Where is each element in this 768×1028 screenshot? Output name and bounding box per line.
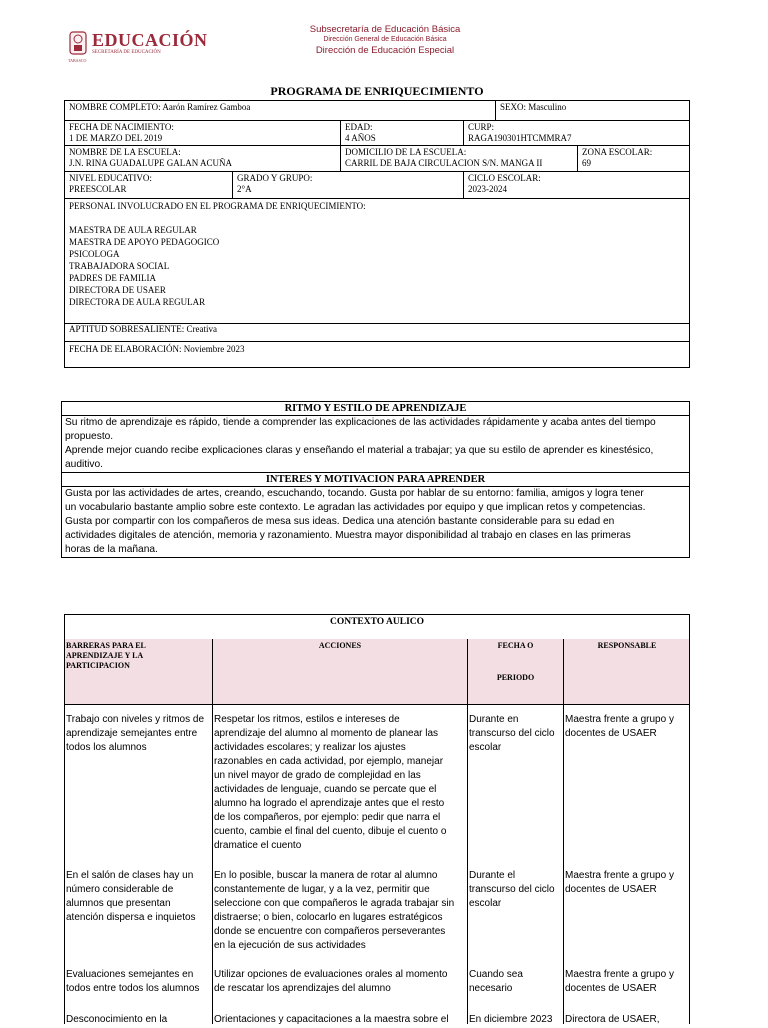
cell-line: aprendizaje del alumno al momento de planear las (214, 728, 439, 739)
cell-line: de los compañeros, por ejemplo: pedir que narra el (214, 812, 441, 823)
domicilio-cell (340, 145, 578, 172)
ritmo-text (62, 416, 689, 472)
cell-line: En el salón de clases hay un (66, 870, 194, 881)
nivel-cell (64, 171, 233, 199)
cell-line: Maestra frente a grupo y (565, 714, 674, 725)
personal-item: TRABAJADORA SOCIAL (69, 261, 170, 271)
logo-text: EDUCACIÓN (92, 30, 208, 50)
cell-line: de rescatar los aprendizajes del alumno (214, 983, 391, 994)
logo-state: TABASCO (68, 58, 87, 63)
cell-line: escolar (469, 898, 502, 909)
cell-line: Desconocimiento en la (66, 1014, 168, 1025)
cell-line: Durante en (469, 714, 519, 725)
cell-line: actividades escolares; y realizar los ajustes (214, 742, 406, 753)
cell-line: Orientaciones y capacitaciones a la maestra sobre el (214, 1014, 449, 1025)
domicilio-label: DOMICILIO DE LA ESCUELA: (345, 147, 467, 157)
sexo-cell (495, 100, 690, 121)
table-row-2-responsable (563, 868, 693, 898)
table-row-4-responsable (563, 1012, 693, 1028)
zona-cell (577, 145, 690, 172)
edad-value: 4 AÑOS (345, 133, 376, 143)
ciclo-value: 2023-2024 (468, 184, 507, 194)
cell-line: En lo posible, buscar la manera de rotar al alumno (214, 870, 438, 881)
fecha-nacimiento-value: 1 DE MARZO DEL 2019 (69, 133, 163, 143)
cell-line: donde se encuentre con compañeros perseverantes (214, 926, 446, 937)
curp-cell (463, 120, 690, 146)
table-row-1-acciones (212, 712, 471, 854)
table-row-4-barrera (64, 1012, 216, 1028)
cell-line: Durante el (469, 870, 516, 881)
cell-line: transcurso del ciclo (469, 728, 555, 739)
interes-line: Gusta por las actividades de artes, creando, escuchando, tocando. Gusta por hablar de su entorno: familia, amigos y logra tener (65, 488, 644, 499)
cell-line: docentes de USAER (565, 983, 657, 994)
ciclo-label: CICLO ESCOLAR: (468, 173, 541, 183)
personal-cell (64, 198, 690, 324)
table-row-4-fecha (467, 1012, 567, 1028)
aptitud-text: APTITUD SOBRESALIENTE: Creativa (69, 324, 217, 334)
cell-line: Respetar los ritmos, estilos e intereses de (214, 714, 400, 725)
col-barreras-line: BARRERAS PARA EL (66, 641, 146, 650)
table-row-1-responsable (563, 712, 693, 742)
edad-label: EDAD: (345, 122, 373, 132)
col-barreras-header (65, 639, 213, 704)
domicilio-value: CARRIL DE BAJA CIRCULACION S/N. MANGA II (345, 158, 543, 168)
cell-line: necesario (469, 983, 513, 994)
table-row-3-acciones (212, 967, 471, 997)
table-row-2-acciones (212, 868, 471, 954)
personal-item: MAESTRA DE AULA REGULAR (69, 225, 197, 235)
cell-line: todos los alumnos (66, 742, 147, 753)
ritmo-line: Su ritmo de aprendizaje es rápido, tiende a comprender las explicaciones de las actividades rápidamente y acaba antes del tiempo (65, 417, 656, 428)
cell-line: cuento, cambie el final del cuento, dibuje el cuento o (214, 826, 447, 837)
cell-line: razonables en cada actividad, por ejemplo, manejar (214, 756, 444, 767)
fecha-elaboracion-cell (64, 341, 690, 368)
cell-line: número considerable de (66, 884, 174, 895)
escuela-value: J.N. RINA GUADALUPE GALAN ACUÑA (69, 158, 233, 168)
interes-line: Gusta por compartir con los compañeros de mesa sus ideas. Dedica una atención bastante considerable para su edad en (65, 516, 615, 527)
ritmo-line: auditivo. (65, 459, 103, 470)
personal-item: MAESTRA DE APOYO PEDAGOGICO (69, 237, 220, 247)
cell-line: escolar (469, 742, 502, 753)
cell-line: en la ejecución de sus actividades (214, 940, 366, 951)
ritmo-line: Aprende mejor cuando recibe explicaciones claras y enseñando el material a trabajar; ya que su estilo de aprender es kinestésico, (65, 445, 654, 456)
cell-line: atención dispersa e inquietos (66, 912, 196, 923)
col-fecha-header (468, 639, 564, 704)
edad-cell (340, 120, 464, 146)
logo-subtext: SECRETARÍA DE EDUCACIÓN (92, 50, 161, 55)
cell-line: Trabajo con niveles y ritmos de (66, 714, 205, 725)
curp-label: CURP: (468, 122, 495, 132)
seal-icon (68, 28, 88, 58)
escuela-cell (64, 145, 341, 172)
table-row-1-fecha (467, 712, 567, 756)
contexto-heading: CONTEXTO AULICO (64, 614, 690, 640)
table-row-2-barrera (64, 868, 216, 926)
nombre-cell (64, 100, 496, 121)
header-line-3: Dirección de Educación Especial (315, 45, 455, 56)
nombre-text: NOMBRE COMPLETO: Aarón Ramírez Gamboa (69, 102, 251, 112)
zona-value: 69 (582, 158, 591, 168)
cell-line: alumno ha logrado el aprendizaje antes que el resto (214, 798, 445, 809)
col-acciones-header: ACCIONES (213, 639, 468, 704)
interes-line: horas de la mañana. (65, 544, 158, 555)
cell-line: actividades de lenguaje, cuando se percate que el (214, 784, 437, 795)
table-row-3-responsable (563, 967, 693, 997)
personal-item: PSICOLOGA (69, 249, 120, 259)
contexto-header-row (64, 639, 690, 705)
grado-cell (232, 171, 464, 199)
table-row-1-barrera (64, 712, 216, 756)
table-row-4-acciones (212, 1012, 471, 1028)
col-fecha-line-1: FECHA O (497, 641, 534, 650)
cell-line: Cuando sea (469, 969, 523, 980)
cell-line: distraerse; o bien, colocarlo en lugares estratégicos (214, 912, 443, 923)
fecha-elaboracion-text: FECHA DE ELABORACIÓN: Noviembre 2023 (69, 344, 245, 354)
ciclo-cell (463, 171, 690, 199)
col-responsable-header: RESPONSABLE (597, 641, 657, 650)
grado-value: 2°A (237, 184, 252, 194)
document-title: PROGRAMA DE ENRIQUECIMIENTO (270, 84, 484, 98)
cell-line: Maestra frente a grupo y (565, 870, 674, 881)
interes-text (62, 487, 689, 557)
interes-line: un vocabulario bastante amplio sobre este contexto. Le agradan las actividades por equipo y que implican retos y competencias. (65, 502, 646, 513)
cell-line: En diciembre 2023 (469, 1014, 553, 1025)
grado-label: GRADO Y GRUPO: (237, 173, 313, 183)
cell-line: Utilizar opciones de evaluaciones orales al momento (214, 969, 448, 980)
table-row-3-fecha (467, 967, 567, 997)
cell-line: docentes de USAER (565, 728, 657, 739)
header-line-2: Dirección General de Educación Básica (323, 36, 447, 43)
nivel-label: NIVEL EDUCATIVO: (69, 173, 152, 183)
education-logo (68, 26, 208, 63)
cell-line: docentes de USAER (565, 884, 657, 895)
ritmo-line: propuesto. (65, 431, 114, 442)
personal-item: DIRECTORA DE USAER (69, 285, 166, 295)
personal-item: PADRES DE FAMILIA (69, 273, 157, 283)
interes-line: actividades digitales de atención, memoria y razonamiento. Muestra mayor disponibilidad al trabajo en clases en las primeras (65, 530, 631, 541)
cell-line: aprendizaje semejantes entre (66, 728, 198, 739)
table-row-2-fecha (467, 868, 567, 912)
table-row-3-barrera (64, 967, 216, 997)
cell-line: transcurso del ciclo (469, 884, 555, 895)
col-barreras-line: PARTICIPACION (66, 661, 130, 670)
cell-line: Evaluaciones semejantes en (66, 969, 194, 980)
header-line-1: Subsecretaría de Educación Básica (309, 24, 461, 35)
cell-line: alumnos que presentan (66, 898, 171, 909)
zona-label: ZONA ESCOLAR: (582, 147, 653, 157)
nivel-value: PREESCOLAR (69, 184, 127, 194)
fecha-nacimiento-cell (64, 120, 341, 146)
aptitud-cell (64, 323, 690, 342)
cell-line: Directora de USAER, (565, 1014, 660, 1025)
cell-line: constantemente de lugar, y a la vez, permitir que (214, 884, 430, 895)
curp-value: RAGA190301HTCMMRA7 (468, 133, 572, 143)
sexo-text: SEXO: Masculino (500, 102, 567, 112)
cell-line: seleccione con que compañeros le agrada trabajar sin (214, 898, 455, 909)
cell-line: todos entre todos los alumnos (66, 983, 200, 994)
cell-line: dramatice el cuento (214, 840, 302, 851)
col-barreras-line: APRENDIZAJE Y LA (66, 651, 144, 660)
interes-heading: INTERES Y MOTIVACION PARA APRENDER (62, 472, 689, 487)
personal-item: DIRECTORA DE AULA REGULAR (69, 297, 206, 307)
cell-line: un nivel mayor de grado de complejidad en las (214, 770, 421, 781)
personal-label: PERSONAL INVOLUCRADO EN EL PROGRAMA DE ENRIQUECIMIENTO: (69, 201, 366, 211)
aprendizaje-box (61, 401, 690, 558)
col-fecha-line-2: PERIODO (496, 673, 535, 682)
ritmo-heading: RITMO Y ESTILO DE APRENDIZAJE (62, 402, 689, 416)
cell-line: Maestra frente a grupo y (565, 969, 674, 980)
fecha-nacimiento-label: FECHA DE NACIMIENTO: (69, 122, 174, 132)
escuela-label: NOMBRE DE LA ESCUELA: (69, 147, 181, 157)
